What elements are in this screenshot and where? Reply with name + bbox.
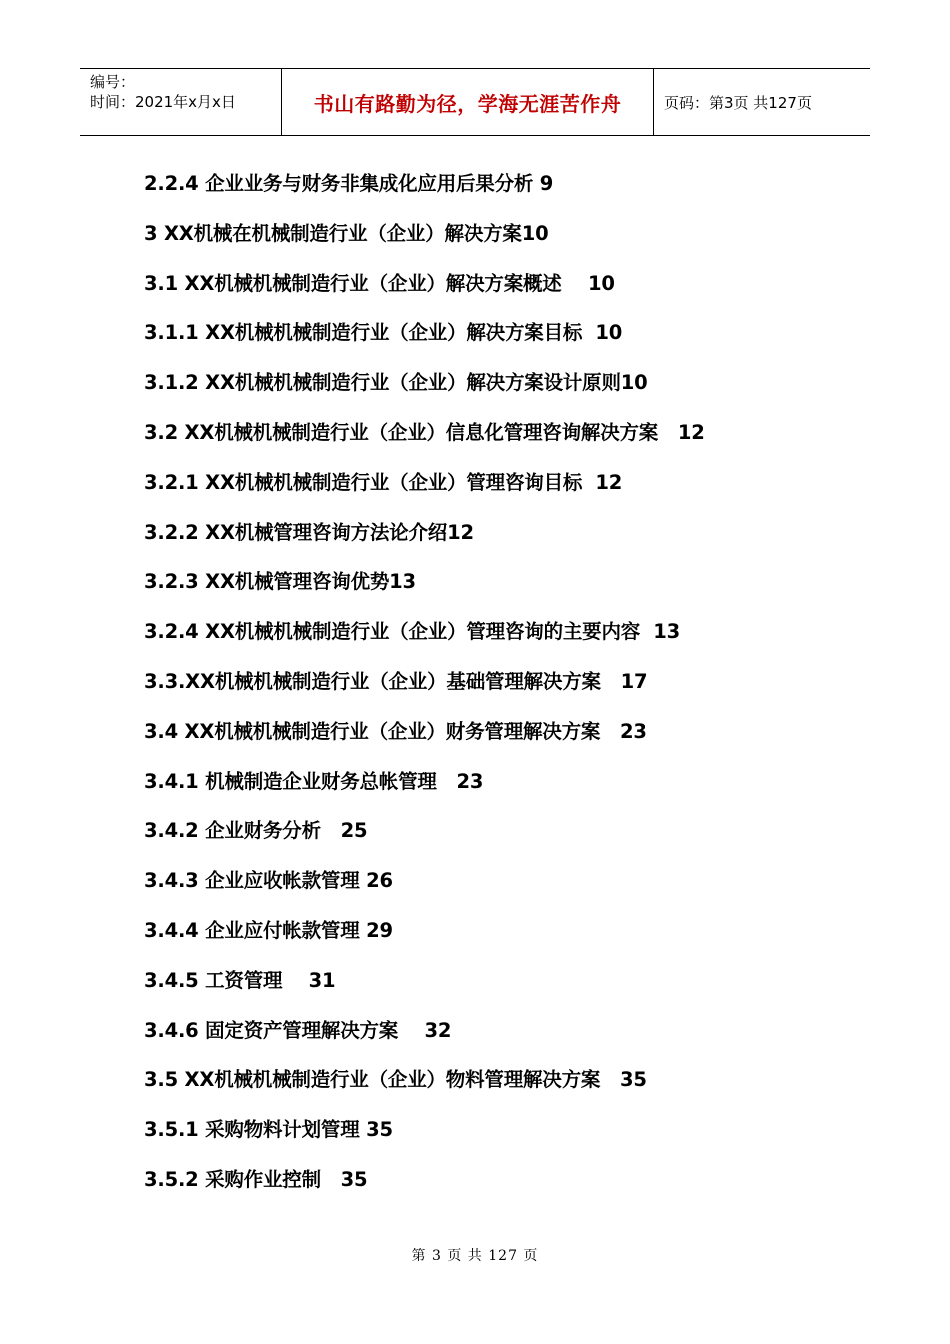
toc-entry[interactable]: 3.4.5 工资管理 31 bbox=[144, 968, 336, 992]
toc-entry[interactable]: 3.4.6 固定资产管理解决方案 32 bbox=[144, 1018, 452, 1042]
page-info: 页码：第3页 共127页 bbox=[664, 93, 812, 112]
time-label: 时间：2021年x月x日 bbox=[90, 93, 236, 111]
toc-entry[interactable]: 3.1.1 XX机械机械制造行业（企业）解决方案目标 10 bbox=[144, 321, 623, 345]
number-label: 编号： bbox=[90, 73, 136, 91]
header-motto-cell bbox=[282, 69, 654, 135]
table-of-contents bbox=[144, 170, 844, 1216]
header-page-cell bbox=[654, 69, 870, 135]
toc-entry[interactable]: 3.5.2 采购作业控制 35 bbox=[144, 1167, 368, 1191]
toc-entry[interactable]: 3.2.1 XX机械机械制造行业（企业）管理咨询目标 12 bbox=[144, 470, 623, 494]
motto-text: 书山有路勤为径，学海无涯苦作舟 bbox=[313, 91, 622, 116]
toc-entry[interactable]: 3.2.4 XX机械机械制造行业（企业）管理咨询的主要内容 13 bbox=[144, 620, 680, 644]
toc-entry[interactable]: 3.3.XX机械机械制造行业（企业）基础管理解决方案 17 bbox=[144, 669, 648, 693]
toc-entry[interactable]: 3.4.4 企业应付帐款管理 29 bbox=[144, 918, 393, 942]
toc-entry[interactable]: 3.5.1 采购物料计划管理 35 bbox=[144, 1118, 393, 1142]
toc-entry[interactable]: 3.4.1 机械制造企业财务总帐管理 23 bbox=[144, 769, 484, 793]
toc-entry[interactable]: 3 XX机械在机械制造行业（企业）解决方案10 bbox=[144, 221, 549, 245]
header-meta-cell bbox=[80, 69, 282, 135]
toc-entry[interactable]: 3.2.3 XX机械管理咨询优势13 bbox=[144, 570, 416, 594]
toc-entry[interactable]: 3.2 XX机械机械制造行业（企业）信息化管理咨询解决方案 12 bbox=[144, 420, 705, 444]
toc-entry[interactable]: 3.4.2 企业财务分析 25 bbox=[144, 819, 368, 843]
toc-entry[interactable]: 3.4.3 企业应收帐款管理 26 bbox=[144, 869, 393, 893]
toc-entry[interactable]: 3.5 XX机械机械制造行业（企业）物料管理解决方案 35 bbox=[144, 1068, 647, 1092]
toc-entry[interactable]: 3.2.2 XX机械管理咨询方法论介绍12 bbox=[144, 520, 474, 544]
page-header bbox=[80, 68, 870, 136]
toc-entry[interactable]: 2.2.4 企业业务与财务非集成化应用后果分析 9 bbox=[144, 172, 554, 195]
page-footer: 第 3 页 共 127 页 bbox=[411, 1248, 539, 1264]
toc-entry[interactable]: 3.1.2 XX机械机械制造行业（企业）解决方案设计原则10 bbox=[144, 371, 648, 395]
toc-entry[interactable]: 3.1 XX机械机械制造行业（企业）解决方案概述 10 bbox=[144, 271, 615, 295]
toc-entry[interactable]: 3.4 XX机械机械制造行业（企业）财务管理解决方案 23 bbox=[144, 719, 647, 743]
